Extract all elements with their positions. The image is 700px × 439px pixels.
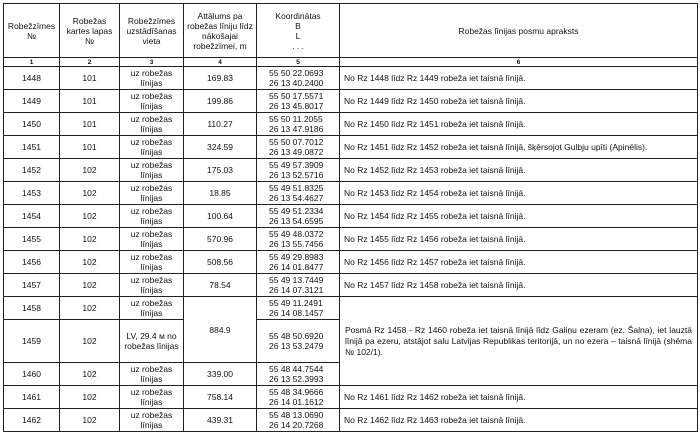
- map-sheet: 101: [60, 67, 120, 90]
- distance: 100.64: [184, 205, 257, 228]
- install-place: uz robežas līnijas: [120, 136, 184, 159]
- install-place: uz robežas līnijas: [120, 90, 184, 113]
- marker-number: 1448: [4, 67, 60, 90]
- map-sheet: 102: [60, 251, 120, 274]
- install-place: uz robežas līnijas: [120, 182, 184, 205]
- table-row: [4, 251, 698, 274]
- marker-number: 1462: [4, 409, 60, 432]
- marker-number: 1450: [4, 113, 60, 136]
- border-markers-table: [3, 3, 698, 432]
- description: No Rz 1461 līdz Rz 1462 robeža iet taisnā līnijā.: [340, 386, 698, 409]
- distance: 508.56: [184, 251, 257, 274]
- description: No Rz 1453 līdz Rz 1454 robeža iet taisnā līnijā.: [340, 182, 698, 205]
- coordinates: 55 48 13.0690 26 14 20.7268: [257, 409, 340, 432]
- install-place: LV, 29.4 м no robežas līnijas: [120, 320, 184, 363]
- coordinates: 55 49 51.8325 26 13 54.4627: [257, 182, 340, 205]
- table-row: [4, 136, 698, 159]
- install-place: uz robežas līnijas: [120, 228, 184, 251]
- marker-number: 1458: [4, 297, 60, 320]
- map-sheet: 102: [60, 205, 120, 228]
- description: No Rz 1452 līdz Rz 1453 robeža iet taisnā līnijā.: [340, 159, 698, 182]
- distance: 78.54: [184, 274, 257, 297]
- install-place: uz robežas līnijas: [120, 363, 184, 386]
- col-number-6: 6: [340, 58, 698, 67]
- header-install-place: Robežzīmes uzstādīšanas vieta: [120, 4, 184, 58]
- marker-number: 1456: [4, 251, 60, 274]
- map-sheet: 102: [60, 386, 120, 409]
- coordinates: 55 48 44.7544 26 13 52.3993: [257, 363, 340, 386]
- coordinates: 55 49 29.8983 26 14 01.8477: [257, 251, 340, 274]
- distance: 169.83: [184, 67, 257, 90]
- table-row: [4, 90, 698, 113]
- marker-number: 1451: [4, 136, 60, 159]
- map-sheet: 101: [60, 113, 120, 136]
- coordinates: 55 49 11.2491 26 14 08.1457: [257, 297, 340, 320]
- coordinates: 55 48 34.9666 26 14 01.1612: [257, 386, 340, 409]
- distance-merged: 884.9: [184, 297, 257, 363]
- coordinates: 55 50 07.7012 26 13 49.0872: [257, 136, 340, 159]
- coordinates: 55 49 13.7449 26 14 07.3121: [257, 274, 340, 297]
- description: No Rz 1451 līdz Rz 1452 robeža iet taisnā līnijā, šķērsojot Gulbju upīti (Apinēlis).: [340, 136, 698, 159]
- marker-number: 1460: [4, 363, 60, 386]
- install-place: uz robežas līnijas: [120, 409, 184, 432]
- description: No Rz 1457 līdz Rz 1458 robeža iet taisnā līnijā.: [340, 274, 698, 297]
- map-sheet: 102: [60, 363, 120, 386]
- install-place: uz robežas līnijas: [120, 159, 184, 182]
- col-number-4: 4: [184, 58, 257, 67]
- distance: 175.03: [184, 159, 257, 182]
- coordinates: 55 50 11.2055 26 13 47.9186: [257, 113, 340, 136]
- distance: 18.85: [184, 182, 257, 205]
- header-description: Robežas līnijas posmu apraksts: [340, 4, 698, 58]
- table-row: [4, 297, 698, 320]
- marker-number: 1452: [4, 159, 60, 182]
- description: No Rz 1448 līdz Rz 1449 robeža iet taisnā līnijā.: [340, 67, 698, 90]
- distance: 758.14: [184, 386, 257, 409]
- install-place: uz robežas līnijas: [120, 113, 184, 136]
- distance: 339.00: [184, 363, 257, 386]
- marker-number: 1454: [4, 205, 60, 228]
- header-marker-number: Robežzīmes №: [4, 4, 60, 58]
- description: No Rz 1455 līdz Rz 1456 robeža iet taisnā līnijā.: [340, 228, 698, 251]
- marker-number: 1457: [4, 274, 60, 297]
- marker-number: 1461: [4, 386, 60, 409]
- table-row: [4, 228, 698, 251]
- distance: 570.96: [184, 228, 257, 251]
- map-sheet: 102: [60, 274, 120, 297]
- description-merged: Posmā Rz 1458 - Rz 1460 robeža iet taisnā līnijā līdz Galiņu ezeram (ez. Šalna), iet lauztā līnijā pa ezeru, atstājot salu Latvijas Republikas teritorijā, un no ezera – taisnā līnijā (shēma № 102/1).: [340, 297, 698, 386]
- map-sheet: 102: [60, 228, 120, 251]
- install-place: uz robežas līnijas: [120, 386, 184, 409]
- distance: 199.86: [184, 90, 257, 113]
- map-sheet: 101: [60, 90, 120, 113]
- marker-number: 1459: [4, 320, 60, 363]
- map-sheet: 101: [60, 136, 120, 159]
- header-map-sheet: Robežas kartes lapas №: [60, 4, 120, 58]
- marker-number: 1455: [4, 228, 60, 251]
- description: No Rz 1450 līdz Rz 1451 robeža iet taisnā līnijā.: [340, 113, 698, 136]
- install-place: uz robežas līnijas: [120, 205, 184, 228]
- col-number-5: 5: [257, 58, 340, 67]
- coordinates: 55 50 22.0693 26 13 40.2400: [257, 67, 340, 90]
- install-place: uz robežas līnijas: [120, 297, 184, 320]
- coordinates: 55 49 48.0372 26 13 55.7456: [257, 228, 340, 251]
- distance: 439.31: [184, 409, 257, 432]
- col-number-1: 1: [4, 58, 60, 67]
- map-sheet: 102: [60, 320, 120, 363]
- col-number-2: 2: [60, 58, 120, 67]
- description: No Rz 1454 līdz Rz 1455 robeža iet taisnā līnijā.: [340, 205, 698, 228]
- description: No Rz 1456 līdz Rz 1457 robeža iet taisnā līnijā.: [340, 251, 698, 274]
- coordinates: 55 49 51.2334 26 13 54.6595: [257, 205, 340, 228]
- table-row: [4, 182, 698, 205]
- table-row: [4, 205, 698, 228]
- distance: 324.59: [184, 136, 257, 159]
- marker-number: 1449: [4, 90, 60, 113]
- install-place: uz robežas līnijas: [120, 67, 184, 90]
- table-row: [4, 113, 698, 136]
- marker-number: 1453: [4, 182, 60, 205]
- description: No Rz 1462 līdz Rz 1463 robeža iet taisnā līnijā.: [340, 409, 698, 432]
- table-row: [4, 67, 698, 90]
- table-row: [4, 159, 698, 182]
- install-place: uz robežas līnijas: [120, 274, 184, 297]
- coordinates: 55 48 50.6920 26 13 53.2479: [257, 320, 340, 363]
- header-coordinates: Koordinātas B L . . .: [257, 4, 340, 58]
- map-sheet: 102: [60, 159, 120, 182]
- table-row: [4, 386, 698, 409]
- install-place: uz robežas līnijas: [120, 251, 184, 274]
- map-sheet: 102: [60, 182, 120, 205]
- table-row: [4, 274, 698, 297]
- distance: 110.27: [184, 113, 257, 136]
- header-distance: Attālums pa robežas līniju līdz nākošajai robežzīmei, m: [184, 4, 257, 58]
- coordinates: 55 49 57.3909 26 13 52.5716: [257, 159, 340, 182]
- col-number-3: 3: [120, 58, 184, 67]
- table-row: [4, 409, 698, 432]
- map-sheet: 102: [60, 297, 120, 320]
- map-sheet: 102: [60, 409, 120, 432]
- coordinates: 55 50 17.5571 26 13 45.8017: [257, 90, 340, 113]
- description: No Rz 1449 līdz Rz 1450 robeža iet taisnā līnijā.: [340, 90, 698, 113]
